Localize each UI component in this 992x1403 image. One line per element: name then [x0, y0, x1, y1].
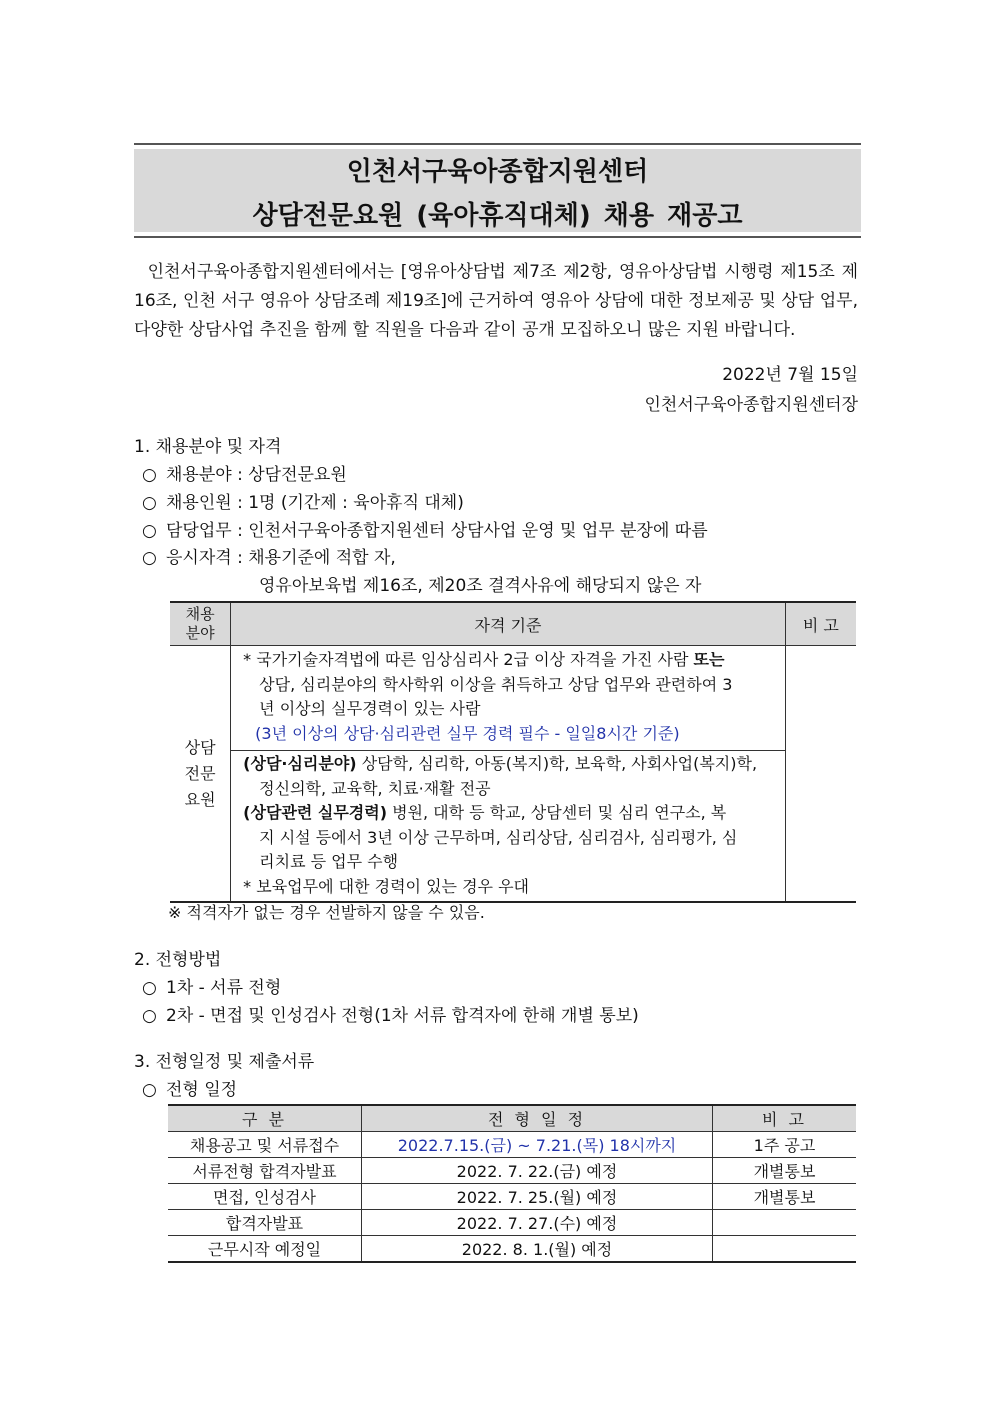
section2-item-1: ○ 1차 - 서류 전형 — [142, 978, 282, 998]
criteria-line: 리치료 등 업무 수행 — [259, 852, 399, 871]
criteria-line: * 국가기술자격법에 따른 임상심리사 2급 이상 자격을 가진 사람 또는 — [243, 650, 725, 669]
table-row: 서류전형 합격자발표 2022. 7. 22.(금) 예정 개별통보 — [168, 1158, 856, 1184]
schedule-table — [168, 1104, 856, 1263]
section1-item-3: ○ 담당업무 : 인천서구육아종합지원센터 상담사업 운영 및 업무 분장에 따름 — [142, 521, 708, 541]
section1-item-4: ○ 응시자격 : 채용기준에 적합 자, — [142, 548, 396, 568]
criteria-line: 년 이상의 실무경력이 있는 사람 — [259, 699, 481, 718]
bullet-icon: ○ — [142, 521, 157, 541]
intro-paragraph — [134, 258, 858, 345]
table-row: 채용공고 및 서류접수 2022.7.15.(금) ~ 7.21.(목) 18시까지 1주 공고 — [168, 1132, 856, 1158]
section1-item-1: ○ 채용분야 : 상담전문요원 — [142, 465, 347, 485]
section1-item-2: ○ 채용인원 : 1명 (기간제 : 육아휴직 대체) — [142, 493, 464, 513]
schedule-header — [168, 1105, 856, 1132]
bullet-icon: ○ — [142, 1080, 157, 1100]
bullet-icon: ○ — [142, 1006, 157, 1026]
criteria-block2 — [231, 751, 786, 903]
section2-item-2: ○ 2차 - 면접 및 인성검사 전형(1차 서류 합격자에 한해 개별 통보) — [142, 1006, 639, 1026]
section2-heading: 2. 전형방법 — [134, 950, 222, 970]
table-row: 근무시작 예정일 2022. 8. 1.(월) 예정 — [168, 1236, 856, 1263]
intro-text: 인천서구육아종합지원센터에서는 [영유아상담법 제7조 제2항, 영유아상담법 시행령 제15조 제16조, 인천 서구 영유아 상담조례 제19조]에 근거하여 영유아 상담에 대한 정보제공 및 상담 업무, 다양한 상담사업 추진을 함께 할 직원을 다음과 같이 공개 모집하오니 많은 지원 바랍니다. — [134, 262, 858, 340]
section3-sub: ○ 전형 일정 — [142, 1080, 238, 1100]
header-criteria: 자격 기준 — [231, 602, 786, 646]
note-cell — [785, 646, 856, 903]
criteria-line: 정신의학, 교육학, 치료·재활 전공 — [259, 778, 491, 798]
schedule-header-cell: 비 고 — [713, 1105, 857, 1132]
schedule-header-cell: 전 형 일 정 — [362, 1105, 713, 1132]
table-row: 합격자발표 2022. 7. 27.(수) 예정 — [168, 1210, 856, 1236]
field-name: 상담 전문 요원 — [170, 646, 231, 903]
bullet-icon: ○ — [142, 548, 157, 568]
section1-heading: 1. 채용분야 및 자격 — [134, 437, 282, 457]
title-line1: 인천서구육아종합지원센터 — [346, 157, 649, 187]
table-row: 면접, 인성검사 2022. 7. 25.(월) 예정 개별통보 — [168, 1184, 856, 1210]
criteria-line: 지 시설 등에서 3년 이상 근무하며, 심리상담, 심리검사, 심리평가, 심 — [259, 827, 738, 847]
title-box — [134, 143, 861, 238]
criteria-block1 — [231, 646, 786, 751]
criteria-line: 상담, 심리분야의 학사학위 이상을 취득하고 상담 업무와 관련하여 3 — [259, 674, 733, 694]
header-field: 채용 분야 — [170, 602, 231, 646]
title-line2: 상담전문요원 (육아휴직대체) 채용 재공고 — [252, 201, 743, 231]
criteria-requirement-note: (3년 이상의 상담·심리관련 실무 경력 필수 - 일일8시간 기준) — [255, 723, 680, 743]
footnote: ※ 적격자가 없는 경우 선발하지 않을 수 있음. — [168, 903, 485, 922]
notice-date: 2022년 7월 15일 — [722, 365, 858, 385]
criteria-line: (상담관련 실무경력) 병원, 대학 등 학교, 상담센터 및 심리 연구소, 복 — [243, 803, 727, 822]
header-note: 비 고 — [785, 602, 856, 646]
bullet-icon: ○ — [142, 465, 157, 485]
section1-item-4-cont: 영유아보육법 제16조, 제20조 결격사유에 해당되지 않은 자 — [259, 576, 702, 596]
section3-heading: 3. 전형일정 및 제출서류 — [134, 1052, 315, 1072]
schedule-header-cell: 구 분 — [168, 1105, 362, 1132]
bullet-icon: ○ — [142, 493, 157, 513]
criteria-line: * 보육업무에 대한 경력이 있는 경우 우대 — [243, 876, 529, 896]
qualification-table — [170, 601, 856, 903]
signer: 인천서구육아종합지원센터장 — [644, 395, 858, 415]
bullet-icon: ○ — [142, 978, 157, 998]
criteria-line: (상담·심리분야) 상담학, 심리학, 아동(복지)학, 보육학, 사회사업(복지)학, — [243, 754, 758, 773]
